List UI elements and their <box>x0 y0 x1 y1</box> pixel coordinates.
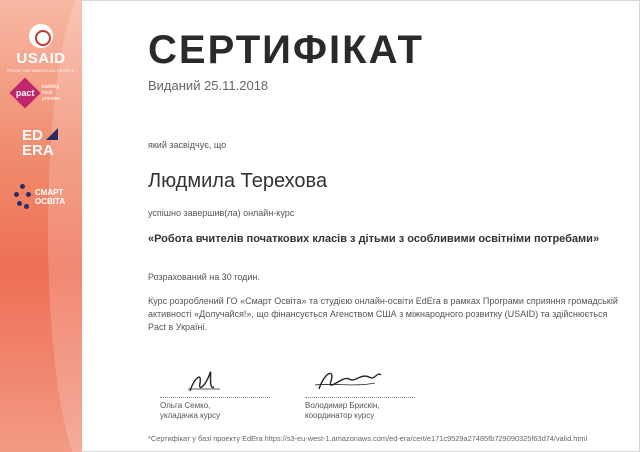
signer-name: Ольга Семко, <box>160 401 211 410</box>
signature-block-author <box>160 365 290 421</box>
course-hours: Розрахований на 30 годин. <box>148 272 260 282</box>
signer-role: координатор курсу <box>305 411 375 420</box>
smart-osvita-logo: СМАРТ ОСВІТА <box>14 184 80 210</box>
course-description: Курс розроблений ГО «Смарт Освіта» та студією онлайн-освіти EdEra в рамках Програми сприяння громадській активності «Долучайся!», що фінансується Агенством США з міжнародного розвитку (USAID) та здійснюється Pact в Україні. <box>148 296 618 332</box>
completion-text: успішно завершив(ла) онлайн-курс <box>148 208 295 218</box>
signature-coordinator-icon <box>305 365 415 395</box>
pact-logo <box>14 82 78 104</box>
usaid-wordmark: USAID <box>16 50 66 67</box>
pact-tagline: building local promise. <box>42 84 62 102</box>
edera-logo: ED ERA <box>22 128 72 158</box>
issue-date: Виданий 25.11.2018 <box>148 78 269 93</box>
molecule-icon <box>14 184 32 210</box>
certificate-title: СЕРТИФІКАТ <box>148 28 424 72</box>
usaid-seal-icon <box>29 24 53 48</box>
course-title: «Робота вчителів початкових класів з дітьми з особливими освітніми потребами» <box>148 233 600 245</box>
usaid-logo <box>0 24 82 73</box>
sidebar <box>0 0 82 452</box>
signer-role: укладачка курсу <box>160 411 221 420</box>
usaid-tagline: FROM THE AMERICAN PEOPLE <box>7 68 75 73</box>
edera-triangle-icon <box>46 128 58 140</box>
signature-author-icon <box>160 365 270 395</box>
signer-name: Володимир Брискін, <box>305 401 380 410</box>
pact-mark-icon: pact <box>9 77 40 108</box>
recipient-name: Людмила Терехова <box>148 170 328 192</box>
verification-link[interactable]: *Сертифікат у базі проекту EdEra https://s3-eu-west-1.amazonaws.com/ed-era/cert/e171c9529a27485fb729090325f63d74/valid.html <box>148 434 588 443</box>
signature-block-coordinator <box>305 365 435 421</box>
witness-text: який засвідчує, що <box>148 140 227 150</box>
